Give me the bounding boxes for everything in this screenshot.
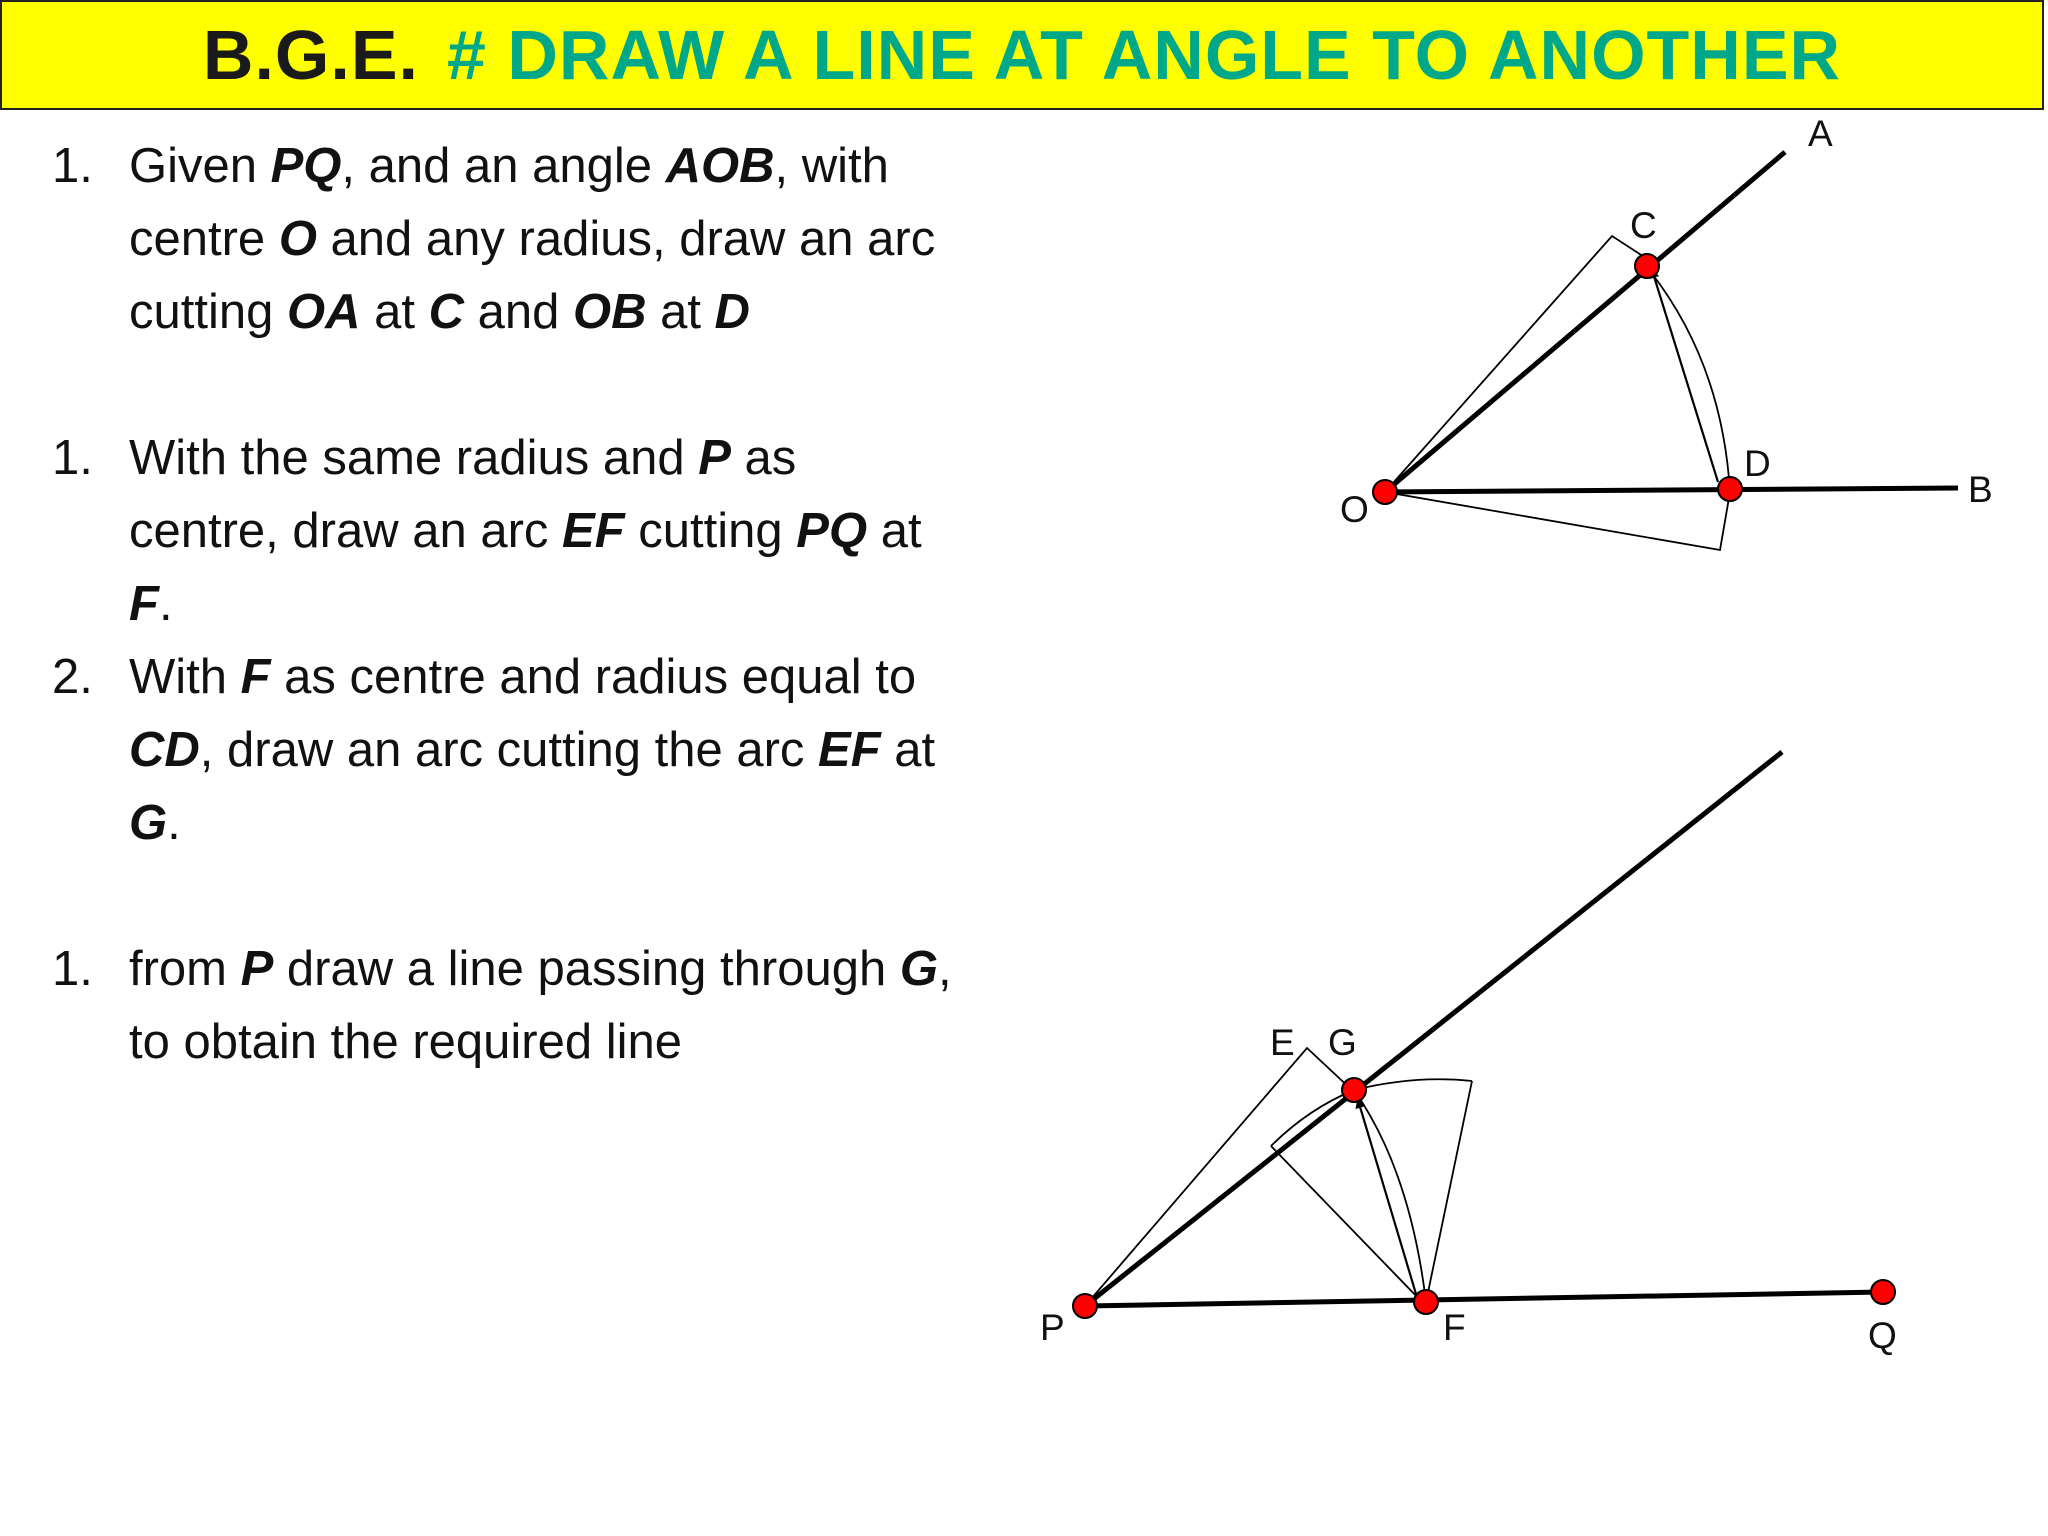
label-p: P [1040,1307,1065,1348]
arc-cd [1646,266,1730,492]
label-a: A [1808,113,1833,154]
emphasis-term: PQ [270,139,342,193]
emphasis-term: EF [562,504,625,558]
page-title: # DRAW A LINE AT ANGLE TO ANOTHER [446,16,1842,94]
emphasis-term: AOB [665,139,775,193]
arc-ef [1271,1090,1354,1146]
step-number: 2. [52,650,93,704]
point-o [1373,480,1397,504]
line-pq [1085,1292,1883,1306]
title-prefix: B.G.E. [202,16,419,94]
compass-guide-lower [1385,492,1730,550]
point-c [1635,254,1659,278]
compass-guide-pe [1085,1048,1353,1306]
label-e: E [1270,1022,1295,1063]
emphasis-term: D [714,285,750,339]
emphasis-term: P [698,431,731,485]
point-g [1342,1078,1366,1102]
step-text: With F as centre and radius equal to CD, draw an arc cutting the arc EF at G. [129,650,936,850]
emphasis-term: C [428,285,464,339]
compass-guide-upper [1385,236,1652,492]
label-g: G [1328,1022,1357,1063]
label-b: B [1968,469,1993,510]
given-angle-figure [1340,113,1993,550]
point-d [1718,477,1742,501]
emphasis-term: G [899,942,938,996]
step-text: Given PQ, and an angle AOB, with centre O and any radius, draw an arc cutting OA at C and OB at D [129,139,936,339]
emphasis-term: F [240,650,271,704]
step-text: With the same radius and P as centre, draw an arc EF cutting PQ at F. [129,431,922,631]
step-number: 1. [52,431,93,485]
label-q: Q [1868,1315,1897,1356]
emphasis-term: O [278,212,317,266]
label-d: D [1744,443,1771,484]
ray-ob [1385,488,1958,492]
emphasis-term: G [129,796,168,850]
label-o: O [1340,489,1369,530]
emphasis-term: OB [572,285,647,339]
point-p [1073,1294,1097,1318]
emphasis-term: OA [286,285,361,339]
emphasis-term: EF [818,723,881,777]
emphasis-term: CD [129,723,200,777]
step-number: 1. [52,942,93,996]
emphasis-term: F [129,577,159,631]
step-number: 1. [52,139,93,193]
emphasis-term: PQ [796,504,868,558]
point-q [1871,1280,1895,1304]
point-f [1414,1290,1438,1314]
label-c: C [1630,205,1657,246]
label-f: F [1443,1307,1466,1348]
emphasis-term: P [240,942,274,996]
compass-guide-fr [1426,1081,1472,1302]
required-line [1085,752,1782,1306]
compass-guide-fg [1271,1146,1422,1302]
construction-figure [1040,752,1897,1356]
step-text: from P draw a line passing through G, to obtain the required line [129,942,952,1069]
